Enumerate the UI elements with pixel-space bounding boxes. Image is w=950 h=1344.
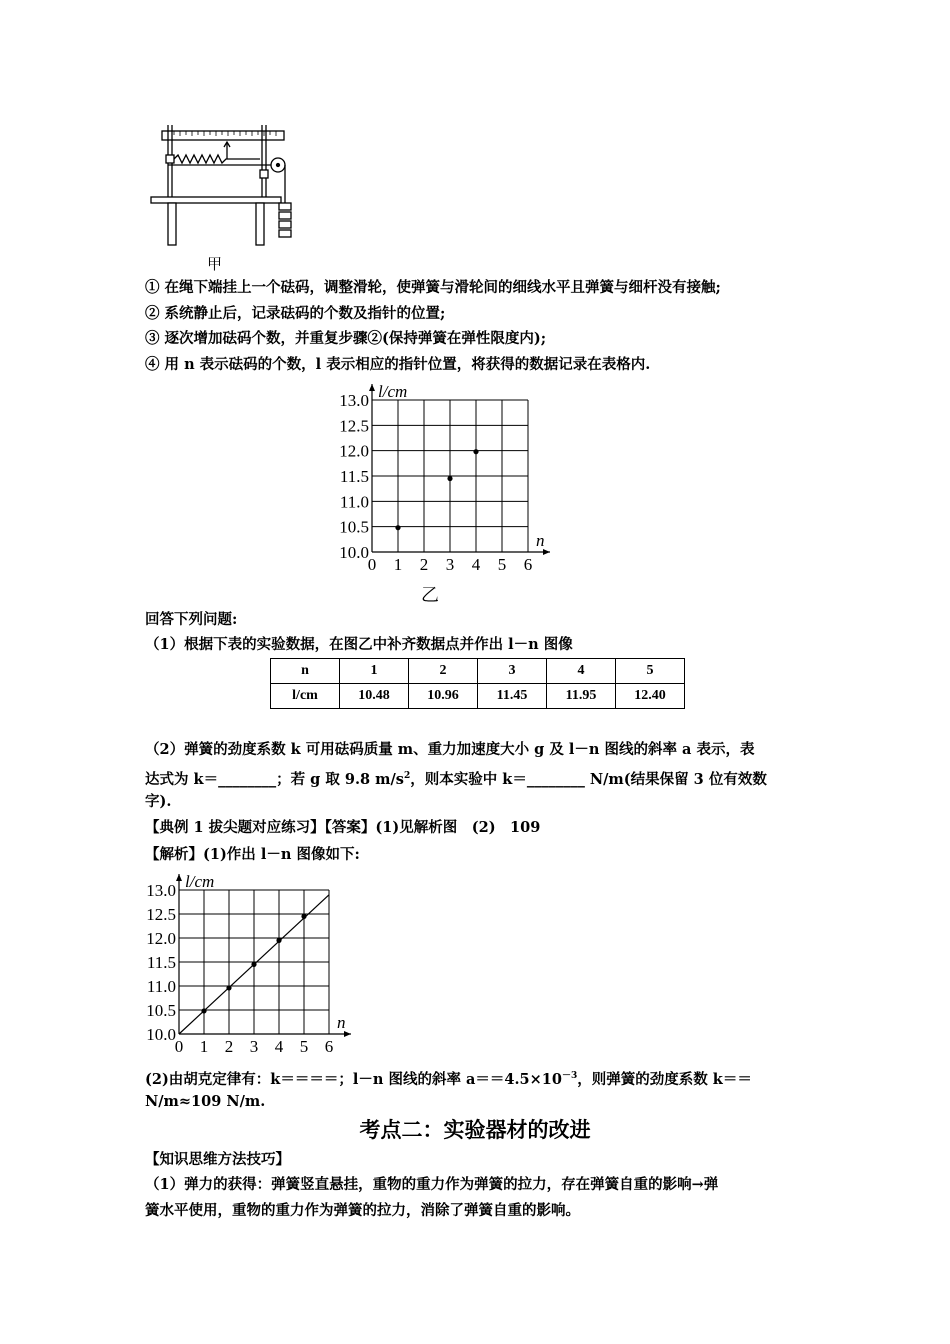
data-point [226, 985, 231, 990]
y-tick-label: 12.5 [146, 905, 176, 924]
table-cell: 10.48 [340, 684, 409, 709]
chart-yi [320, 376, 570, 608]
analysis-label: 【解析】 [145, 846, 203, 863]
q2-text-a: 达式为 k＝________；若 g 取 9.8 m/s [145, 770, 404, 788]
question-2-line-1: （2）弹簧的劲度系数 k 可用砝码质量 m、重力加速度大小 g 及 l－n 图线的斜率 a 表示，表 [145, 741, 755, 758]
question-2-line-3: 字). [145, 793, 172, 810]
step-3: ③ 逐次增加砝码个数，并重复步骤②(保持弹簧在弹性限度内); [145, 330, 547, 347]
data-table [270, 658, 685, 709]
y-tick-label: 11.0 [146, 977, 176, 996]
step-1: ① 在绳下端挂上一个砝码，调整滑轮，使弹簧与滑轮间的细线水平且弹簧与细杆没有接触; [145, 279, 721, 296]
y-tick-label: 11.5 [339, 467, 369, 486]
data-point [395, 525, 400, 530]
derivation-line-1 [145, 1066, 752, 1090]
x-tick-label: 6 [324, 1037, 334, 1056]
y-axis-arrow [176, 874, 182, 881]
x-axis-label: n [536, 531, 545, 550]
data-point [301, 914, 306, 919]
x-tick-label: 2 [224, 1037, 234, 1056]
x-tick-label: 0 [174, 1037, 184, 1056]
step-2: ② 系统静止后，记录砝码的个数及指针的位置; [145, 305, 446, 322]
section-heading: 考点二：实验器材的改进 [359, 1117, 591, 1142]
x-tick-label: 0 [367, 555, 377, 574]
data-point [276, 938, 281, 943]
tip-1-line-2: 簧水平使用，重物的重力作为弹簧的拉力，消除了弹簧自重的影响。 [145, 1202, 580, 1219]
y-tick-label: 11.0 [339, 492, 369, 512]
table-header-cell: 4 [547, 659, 616, 684]
data-point [473, 449, 478, 454]
y-tick-label: 13.0 [146, 881, 176, 900]
x-tick-label: 1 [199, 1037, 209, 1056]
table-cell: 11.45 [478, 684, 547, 709]
tip-1-line-1: （1）弹力的获得：弹簧竖直悬挂，重物的重力作为弹簧的拉力，存在弹簧自重的影响→弹 [145, 1176, 719, 1193]
questions-intro: 回答下列问题: [145, 611, 238, 628]
y-tick-label: 12.5 [339, 416, 369, 436]
q2-superscript: 2 [403, 771, 411, 781]
y-tick-label: 10.0 [339, 543, 369, 562]
table-header-cell: 1 [340, 659, 409, 684]
x-tick-label: 4 [471, 555, 481, 574]
question-1: （1）根据下表的实验数据，在图乙中补齐数据点并作出 l－n 图像 [145, 636, 573, 653]
x-tick-label: 6 [523, 555, 533, 574]
table-row [271, 659, 685, 684]
y-tick-label: 12.0 [146, 929, 176, 948]
derivation-text-a: (2)由胡克定律有：k＝＝＝＝；l－n 图线的斜率 a＝＝4.5×10 [145, 1070, 562, 1088]
derivation-line-2: N/m≈109 N/m. [145, 1093, 266, 1110]
table-header-cell: 2 [409, 659, 478, 684]
table-row [271, 684, 685, 709]
table-header-cell: 5 [616, 659, 685, 684]
question-2-line-2 [145, 766, 767, 790]
y-tick-label: 11.5 [146, 953, 176, 972]
analysis-text: (1)作出 l－n 图像如下: [203, 846, 360, 863]
x-axis-label: n [337, 1013, 346, 1032]
y-tick-label: 10.5 [339, 517, 369, 537]
x-tick-label: 5 [299, 1037, 309, 1056]
derivation-text-b: ，则弹簧的劲度系数 k＝＝ [577, 1070, 752, 1088]
y-tick-label: 10.5 [146, 1001, 176, 1020]
answer-line: 【典例 1 拔尖题对应练习】【答案】(1)见解析图 (2) 109 [145, 819, 541, 836]
apparatus-figure [148, 125, 308, 270]
data-point [447, 476, 452, 481]
derivation-superscript: －3 [561, 1071, 578, 1081]
x-tick-label: 2 [419, 555, 429, 574]
analysis-line [145, 845, 360, 865]
table-header-cell: n [271, 659, 340, 684]
table-cell: 12.40 [616, 684, 685, 709]
table-cell: 10.96 [409, 684, 478, 709]
chart-yi-caption: 乙 [421, 585, 439, 606]
table-cell: 11.95 [547, 684, 616, 709]
y-axis-arrow [369, 384, 375, 391]
q2-text-b: ，则本实验中 k＝________ N/m(结果保留 3 位有效数 [410, 770, 767, 788]
data-point [201, 1008, 206, 1013]
y-tick-label: 13.0 [339, 391, 369, 410]
table-cell: l/cm [271, 684, 340, 709]
x-tick-label: 4 [274, 1037, 284, 1056]
x-tick-label: 1 [393, 555, 403, 574]
y-tick-label: 10.0 [146, 1025, 176, 1044]
x-tick-label: 3 [249, 1037, 259, 1056]
table-header-cell: 3 [478, 659, 547, 684]
x-tick-label: 3 [445, 555, 455, 574]
data-point [251, 962, 256, 967]
y-axis-label: l/cm [378, 382, 408, 401]
chart-solution [140, 866, 370, 1058]
x-tick-label: 5 [497, 555, 507, 574]
y-tick-label: 12.0 [339, 441, 369, 461]
step-4: ④ 用 n 表示砝码的个数，l 表示相应的指针位置，将获得的数据记录在表格内. [145, 356, 651, 373]
apparatus-caption: 甲 [207, 255, 223, 273]
tips-label: 【知识思维方法技巧】 [145, 1151, 290, 1168]
y-axis-label: l/cm [185, 872, 215, 891]
